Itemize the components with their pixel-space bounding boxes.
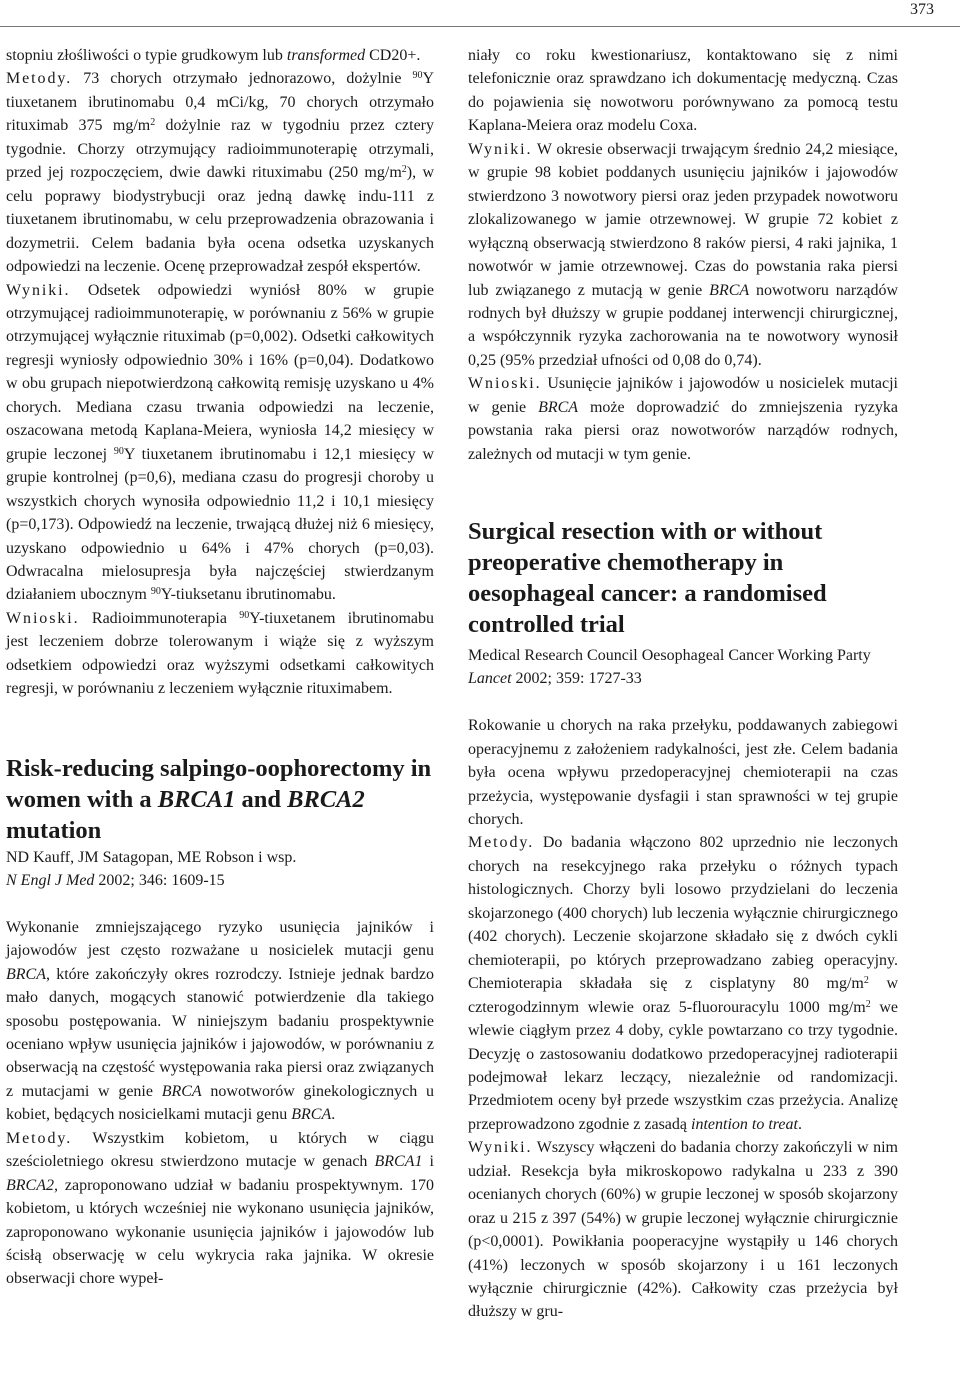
- superscript: 2: [401, 164, 407, 176]
- text: Risk-reducing salpingo-oophorectomy in women with a: [6, 754, 432, 813]
- text: Wykonanie zmniejszającego ryzyko usunięcia jajników i jajowodów jest często rozważane u nosicielek mutacji genu: [6, 918, 434, 960]
- text: zaproponowano udział w badaniu prospektywnym. 170 kobietom, u których wcześniej nie wykonano usunięcia jajników, zaproponowano wykonanie usunięcia jajników i jajowodów lub ścisłą obserwację w celu wykrycia raka jajnika. W okresie obserwacji chore wypeł-: [6, 1176, 434, 1288]
- text: Y tiuxetanem ibrutinomabu 0,4 mCi/kg, 70 chorych otrzymało rituximab 375 mg/m: [6, 70, 434, 135]
- text: Usunięcie jajników i jajowodów u nosicielek mutacji w genie: [468, 375, 898, 416]
- section-lead-metody: Metody.: [468, 834, 535, 852]
- text: niały co roku kwestionariusz, kontaktowano się z nimi telefonicznie oraz sprawdzano ich dokumentację medyczną. Czas do pojawienia się nowotworu porównywano za pomocą testu Kaplana-Meiera oraz modelu Coxa.: [468, 47, 898, 135]
- text-italic: BRCA2: [287, 785, 365, 813]
- text: Wszyscy włączeni do badania chorzy zakończyli w nim udział. Resekcja była mikroskopowo radykalna u 233 z 390 ocenianych chorych (60%) w grupie leczonej w sposób skojarzony oraz u 215 z 397 (54%) w grupie leczonej wyłącznie chirurgicznie (p<0,0001). Powikłania pooperacyjne wystąpiły u 146 chorych (41%) leczonych w sposób skojarzony i u 161 leczonych wyłącznie chirurgicznie (42%). Całkowity czas przeżycia był dłuższy w gru-: [468, 1139, 898, 1321]
- text: CD20+.: [365, 47, 421, 64]
- text: ), w celu poprawy biodystrybucji oraz jedną dawkę indu-111 z tiuxetanem ibrutinomabu, w celu przeprowadzenia obrazowania i dozymetrii. Celem badania była ocena odsetka uzyskanych odpowiedzi na leczenie. Ocenę przeprowadzał zespół ekspertów.: [6, 164, 434, 276]
- text: Radioimmunoterapia: [79, 609, 240, 627]
- text: Y-tiuxetanem ibrutinomabu jest leczeniem dobrze tolerowanym i wiąże się z wyższym odsetkiem odpowiedzi oraz wyższymi odsetkami całkowitych regresji, w porównaniu z leczeniem wyłącznie rituximabem.: [6, 609, 435, 698]
- text-italic: BRCA: [6, 965, 46, 983]
- text: może doprowadzić do zmniejszenia ryzyka powstania raka piersi oraz nowotworów narządów rodnych, zależnych od mutacji w tym genie.: [468, 398, 899, 463]
- text-italic: BRCA: [161, 1082, 202, 1100]
- text: 73 chorych otrzymało jednorazowo, dożylnie: [72, 70, 413, 88]
- superscript: 90: [239, 609, 250, 621]
- section-lead-wnioski: Wnioski.: [468, 375, 542, 393]
- text-italic: BRCA1: [157, 785, 236, 813]
- section-lead-wnioski: Wnioski.: [6, 609, 80, 627]
- text-italic: BRCA: [709, 281, 750, 299]
- text: Y tiuxetanem ibrutinomabu i 12,1 miesięcy w grupie kontrolnej (p=0,6), mediana czasu do progresji choroby u wszystkich chorych wynosiła odpowiednio 11,2 i 10,1 miesięcy (p=0,173). Odpowiedź na leczenie, trwającą dłużej niż 6 miesięcy, uzyskano odpowiednio u 64% i 47% chorych (p=0,03). Odwracalna mielosupresja była najczęściej stwierdzanym działaniem ubocznym: [6, 445, 435, 604]
- text: 2002; 346: 1609-15: [94, 871, 225, 889]
- text: .: [331, 1106, 336, 1124]
- superscript: 90: [150, 586, 161, 598]
- superscript: 2: [150, 117, 156, 129]
- article-authors: Medical Research Council Oesophageal Cancer Working Party: [468, 647, 871, 665]
- text: and: [235, 785, 288, 813]
- journal-name: N Engl J Med: [6, 871, 95, 889]
- text: Wszystkim kobietom, u których w ciągu sześcioletniego okresu stwierdzono mutacje w genach: [6, 1129, 434, 1171]
- text-italic: intention to treat: [691, 1115, 798, 1133]
- text: w czterogodzinnym wlewie oraz 5-fluorouracylu 1000 mg/m: [468, 975, 898, 1016]
- superscript: 90: [113, 445, 124, 457]
- section-lead-wyniki: Wyniki.: [6, 281, 71, 299]
- paragraph-oesophageal-abstract: [468, 714, 898, 1324]
- left-column: [6, 44, 434, 1291]
- article-authors: ND Kauff, JM Satagopan, ME Robson i wsp.: [6, 848, 297, 866]
- paragraph-brca-abstract: [6, 916, 434, 1291]
- article-citation: [6, 869, 434, 892]
- paragraph-intro: [6, 44, 434, 701]
- text: Do badania włączono 802 uprzednio nie leczonych chorych na resekcyjnego raka przełyku o różnych typach histologicznych. Chorzy byli losowo przydzielani do leczenia skojarzonego (400 chorych) lub leczenia wyłącznie chirurgicznego (402 chorych). Leczenie skojarzone składało się z dwóch cykli chemioterapii, po których przeprowadzano zabieg operacyjny. Chemioterapia składała się z cisplatyny 80 mg/m: [468, 834, 898, 993]
- text: , które zakończyły okres rozrodczy. Istnieje jednak bardzo mało danych, mogących stanowić potwierdzenie dla takiego sposobu postępowania. W niniejszym badaniu prospektywnie oceniano wpływ usunięcia jajników i jajowodów, w porównaniu z obserwacją na częstość występowania raka piersi oraz związanych z mutacjami w genie: [6, 965, 434, 1100]
- text: Y-tiuksetanu ibrutinomabu.: [160, 586, 336, 604]
- superscript: 2: [863, 975, 869, 987]
- text: nowotworów ginekologicznych u kobiet, będących nosicielkami mutacji genu: [6, 1082, 434, 1124]
- article-title-oesophageal: Surgical resection with or without preoperative chemotherapy in oesophageal cancer: a randomised controlled trial: [468, 518, 827, 639]
- text: .: [797, 1115, 802, 1133]
- section-lead-metody: Metody.: [6, 1129, 73, 1147]
- text: we wlewie ciągłym przez 4 doby, cykle powtarzano co trzy tygodnie. Decyzję o zastosowaniu dodatkowo przedoperacyjnej radioterapii podejmował lekarz leczący, niezależnie od randomizacji. Przedmiotem oceny był przede wszystkim czas przeżycia. Analizę przeprowadzono zgodnie z zasadą: [468, 998, 899, 1133]
- text: mutation: [6, 816, 102, 844]
- text-italic: transformed: [286, 47, 366, 64]
- text: Rokowanie u chorych na raka przełyku, poddawanych zabiegowi operacyjnemu z założeniem radykalności, jest złe. Celem badania była ocena wpływu przedoperacyjnej chemioterapii na czas przeżycia, występowanie dysfagii i stan sprawności w tej grupie chorych.: [468, 717, 898, 828]
- section-lead-wyniki: Wyniki.: [468, 1139, 533, 1157]
- text-italic: BRCA2,: [6, 1176, 58, 1194]
- text: 2002; 359: 1727-33: [511, 670, 642, 688]
- header-rule: [0, 26, 960, 27]
- text: stopniu złośliwości o typie grudkowym lub: [6, 47, 287, 64]
- text: dożylnie raz w tygodniu przez cztery tygodnie. Chorzy otrzymujący radioimmunoterapię otrzymali, przed jej rozpoczęciem, dwie dawki rituximabu (250 mg/m: [6, 117, 435, 182]
- page-number: 373: [910, 1, 934, 18]
- text: Odsetek odpowiedzi wyniósł 80% w grupie otrzymującej radioimmunoterapię, w porównaniu z 56% w grupie otrzymującej wyłącznie rituximab (p=0,002). Odsetki całkowitych regresji wyniosły odpowiednio 30% i 16% (p=0,04). Dodatkowo w obu grupach niepotwierdzoną całkowitą remisję uzyskano u 4% chorych. Mediana czasu trwania odpowiedzi na leczenie, oszacowana metodą Kaplana-Meiera, wyniosła 14,2 miesięcy w grupie leczonej: [6, 281, 434, 463]
- text-italic: BRCA: [538, 398, 579, 416]
- text-italic: BRCA1: [374, 1153, 423, 1171]
- text-italic: BRCA: [291, 1106, 332, 1124]
- article-citation: [468, 667, 898, 690]
- text: nowotworu narządów rodnych był dłuższy w grupie poddanej interwencji chirurgicznej, a współczynnik ryzyka zachorowania na te nowotwory wynosił 0,25 (95% przedział ufności od 0,08 do 0,74).: [468, 281, 898, 369]
- section-lead-wyniki: Wyniki.: [468, 140, 533, 158]
- text: W okresie obserwacji trwającym średnio 24,2 miesiące, w grupie 98 kobiet poddanych usunięciu jajników i jajowodów stwierdzono 3 nowotwory piersi oraz jeden przypadek nowotworu zlokalizowanego w jamie otrzewnowej. W grupie 72 kobiet z wyłączną obserwacją stwierdzono 8 raków piersi, 4 raki jajnika, 1 nowotwór w jamie otrzewnowej. Czas do powstania raka piersi lub związanego z mutacją w genie: [468, 140, 898, 299]
- paragraph-brca-continued: [468, 44, 898, 466]
- section-lead-metody: Metody.: [6, 70, 73, 88]
- journal-name: Lancet: [468, 670, 512, 688]
- article-title-brca: [6, 753, 434, 846]
- superscript: 90: [412, 70, 423, 82]
- right-column: [468, 44, 898, 1324]
- text: i: [422, 1153, 434, 1171]
- superscript: 2: [865, 998, 871, 1010]
